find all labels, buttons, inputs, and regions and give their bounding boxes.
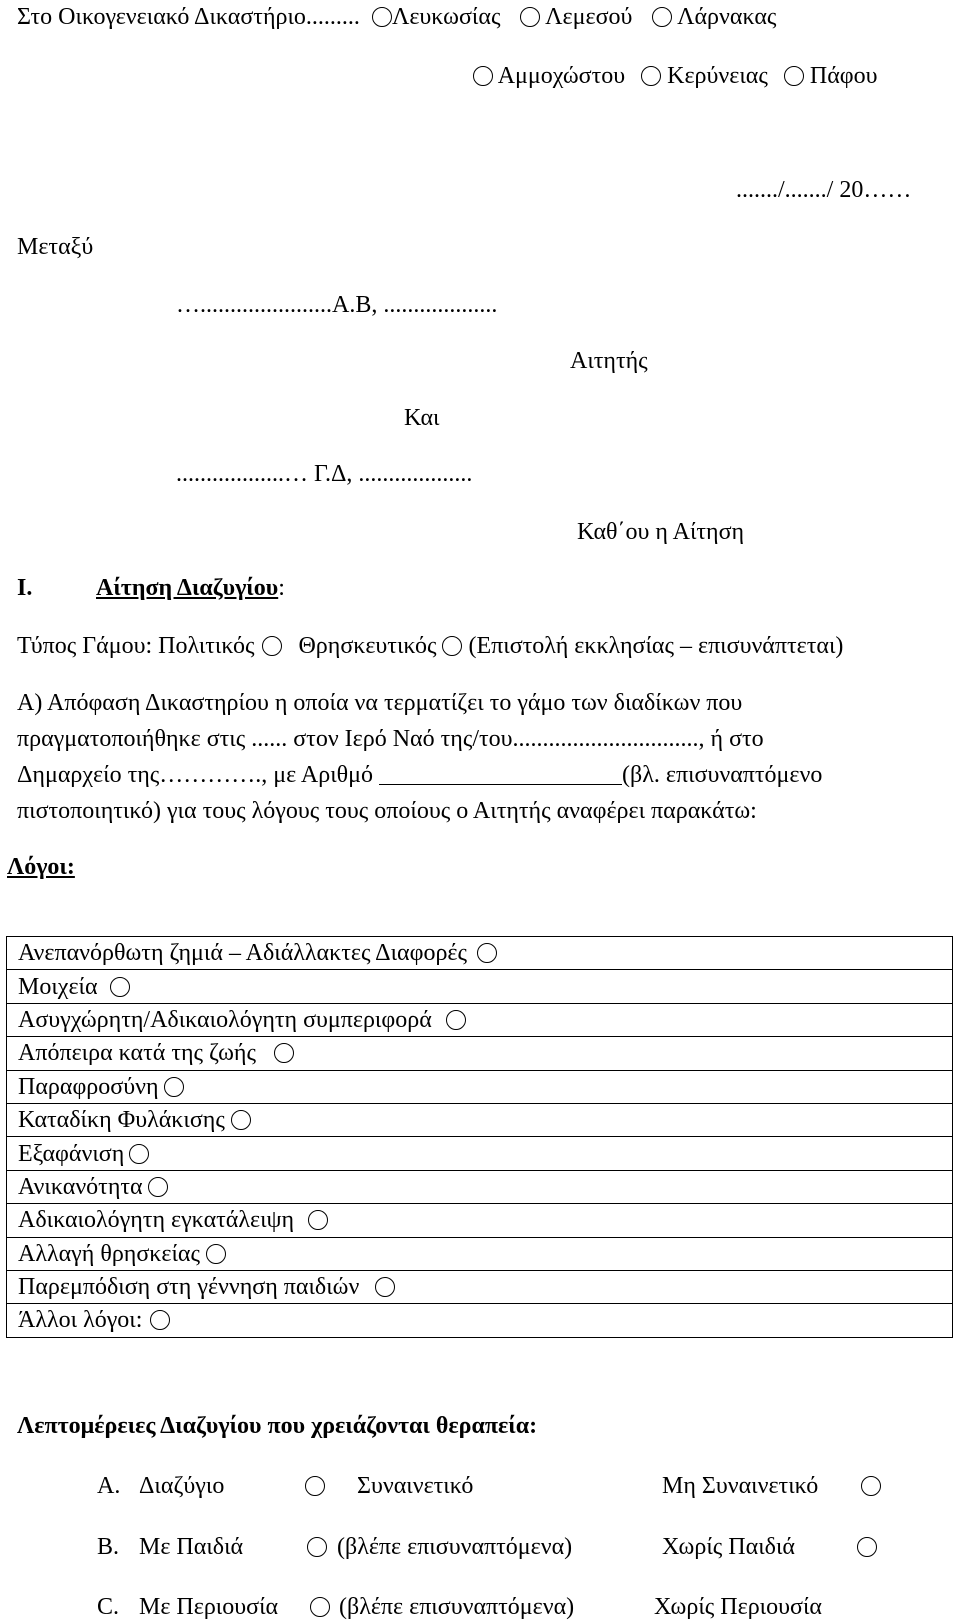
details-label: Διαζύγιο — [139, 1473, 225, 1499]
details-middle: Συναινετικό — [357, 1473, 474, 1499]
paragraph-a-line4: πιστοποιητικό) για τους λόγους τους οποίους ο Αιτητής αναφέρει παρακάτω: — [17, 798, 757, 824]
details-letter: C. — [97, 1594, 120, 1620]
court-label: Στο Οικογενειακό Δικαστήριο......... — [17, 4, 360, 30]
reason-cell — [7, 970, 953, 1003]
reason-cell — [7, 1270, 953, 1303]
district-label: Λευκωσίας — [391, 4, 501, 30]
court-line — [17, 5, 776, 29]
details-middle: (βλέπε επισυναπτόμενα) — [337, 1534, 573, 1560]
district-label: Πάφου — [809, 63, 878, 89]
reason-checkbox[interactable] — [446, 1010, 466, 1030]
reason-label: Μοιχεία — [18, 973, 98, 1000]
reason-cell — [7, 937, 953, 970]
table-row — [7, 1103, 953, 1136]
reason-label: Απόπειρα κατά της ζωής — [18, 1040, 256, 1067]
reason-cell — [7, 1204, 953, 1237]
table-row — [7, 1003, 953, 1036]
radio-divorce[interactable] — [305, 1476, 325, 1496]
reason-label: Καταδίκη Φυλάκισης — [18, 1107, 225, 1134]
marriage-type-label: Τύπος Γάμου: Πολιτικός — [17, 633, 255, 659]
details-label: Με Παιδιά — [139, 1534, 244, 1560]
reason-checkbox[interactable] — [477, 943, 497, 963]
reason-label: Ασυγχώρητη/Αδικαιολόγητη συμπεριφορά — [18, 1006, 432, 1033]
radio-larnaca[interactable] — [652, 7, 672, 27]
and-label: Και — [404, 405, 440, 431]
table-row — [7, 1070, 953, 1103]
reason-cell — [7, 1137, 953, 1170]
reason-cell — [7, 1103, 953, 1136]
respondent-field[interactable]: ..................… Γ.Δ, ................... — [176, 461, 473, 487]
paragraph-a-line2: πραγματοποιήθηκε στις ...... στον Ιερό Ναό της/του..............................., ή στο — [17, 726, 764, 752]
details-right: Μη Συναινετικό — [662, 1473, 819, 1499]
radio-religious[interactable] — [442, 636, 462, 656]
district-label: Λεμεσού — [545, 4, 633, 30]
reason-cell — [7, 1003, 953, 1036]
table-row — [7, 1170, 953, 1203]
paragraph-a-line3 — [17, 763, 822, 787]
radio-limassol[interactable] — [520, 7, 540, 27]
table-row — [7, 937, 953, 970]
reason-checkbox[interactable] — [110, 977, 130, 997]
reasons-table — [6, 936, 953, 1338]
marriage-type-note: (Επιστολή εκκλησίας – επισυνάπτεται) — [468, 633, 844, 659]
reason-checkbox[interactable] — [150, 1310, 170, 1330]
applicant-field[interactable]: …......................Α.Β, ................... — [176, 292, 498, 318]
reason-checkbox[interactable] — [308, 1210, 328, 1230]
reason-checkbox[interactable] — [375, 1277, 395, 1297]
section-title-suffix: : — [278, 575, 285, 601]
paragraph-a-line1: Α) Απόφαση Δικαστηρίου η οποία να τερματίζει το γάμο των διαδίκων που — [17, 690, 743, 716]
radio-with-property[interactable] — [310, 1597, 330, 1617]
details-heading: Λεπτομέρειες Διαζυγίου που χρειάζονται θεραπεία: — [17, 1413, 538, 1439]
paragraph-a-line3-start: Δημαρχείο της…………., με Αριθμό — [17, 762, 374, 788]
reason-label: Αλλαγή θρησκείας — [18, 1240, 201, 1267]
reason-checkbox[interactable] — [206, 1244, 226, 1264]
radio-paphos[interactable] — [784, 66, 804, 86]
details-right: Χωρίς Παιδιά — [662, 1534, 795, 1560]
marriage-type-line — [17, 634, 843, 658]
district-label: Αμμοχώστου — [497, 63, 626, 89]
reasons-heading: Λόγοι: — [7, 854, 75, 880]
section-title-text: Αίτηση Διαζυγίου — [96, 575, 279, 601]
table-row — [7, 1237, 953, 1270]
details-label: Με Περιουσία — [139, 1594, 279, 1620]
reason-label: Εξαφάνιση — [18, 1140, 125, 1167]
reason-cell — [7, 1037, 953, 1070]
table-row — [7, 1037, 953, 1070]
reason-label: Παραφροσύνη — [18, 1073, 159, 1100]
reason-checkbox[interactable] — [231, 1110, 251, 1130]
religious-label: Θρησκευτικός — [298, 633, 437, 659]
respondent-role: Καθ΄ου η Αίτηση — [577, 519, 745, 545]
radio-non-consensual[interactable] — [861, 1476, 881, 1496]
district-label: Λάρνακας — [677, 4, 777, 30]
district-row-2 — [473, 64, 878, 88]
reason-cell — [7, 1070, 953, 1103]
details-letter: Β. — [97, 1534, 120, 1560]
reason-checkbox[interactable] — [274, 1043, 294, 1063]
table-row — [7, 970, 953, 1003]
paragraph-a-line3-end: (βλ. επισυναπτόμενο — [622, 762, 823, 788]
details-letter: Α. — [97, 1473, 121, 1499]
table-row — [7, 1304, 953, 1337]
table-row — [7, 1137, 953, 1170]
table-row — [7, 1270, 953, 1303]
reason-label: Ανεπανόρθωτη ζημιά – Αδιάλλακτες Διαφορές — [18, 940, 468, 967]
reason-label: Παρεμπόδιση στη γέννηση παιδιών — [18, 1274, 360, 1301]
reason-checkbox[interactable] — [129, 1144, 149, 1164]
applicant-role: Αιτητής — [570, 348, 648, 374]
details-middle: (βλέπε επισυναπτόμενα) — [339, 1594, 575, 1620]
reason-label: Ανικανότητα — [18, 1173, 143, 1200]
reason-label: Αδικαιολόγητη εγκατάλειψη — [18, 1207, 295, 1234]
between-label: Μεταξύ — [17, 234, 94, 260]
reason-label: Άλλοι λόγοι: — [18, 1307, 143, 1334]
reason-cell — [7, 1237, 953, 1270]
details-right: Χωρίς Περιουσία — [654, 1594, 822, 1620]
radio-nicosia[interactable] — [372, 7, 392, 27]
reason-checkbox[interactable] — [148, 1177, 168, 1197]
radio-kyrenia[interactable] — [641, 66, 661, 86]
section-number: Ι. — [17, 575, 33, 601]
radio-with-children[interactable] — [307, 1537, 327, 1557]
radio-without-children[interactable] — [857, 1537, 877, 1557]
registry-number-field[interactable] — [379, 766, 622, 785]
table-row — [7, 1204, 953, 1237]
district-label: Κερύνειας — [667, 63, 768, 89]
reason-checkbox[interactable] — [164, 1077, 184, 1097]
date-field[interactable]: ......./......./ 20…… — [736, 177, 912, 203]
reason-cell — [7, 1304, 953, 1337]
section-title — [96, 576, 285, 600]
radio-famagusta[interactable] — [473, 66, 493, 86]
reason-cell — [7, 1170, 953, 1203]
radio-civil[interactable] — [262, 636, 282, 656]
